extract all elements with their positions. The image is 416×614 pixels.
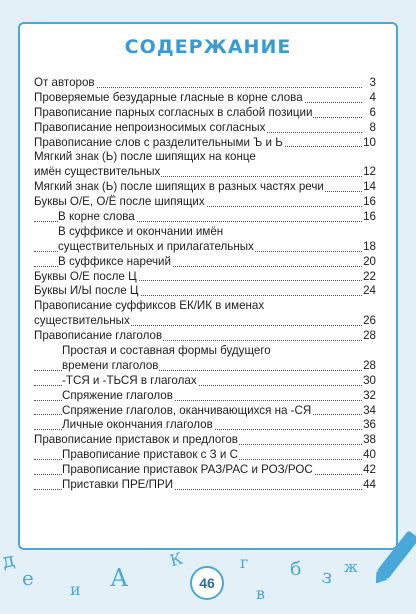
decor-letter: А: [110, 564, 129, 592]
toc-entry: [34, 136, 376, 151]
toc-entry: [34, 448, 376, 463]
toc-entry-text: Правописание приставок и предлогов: [34, 433, 238, 447]
toc-entry: [34, 404, 376, 419]
decor-letter: з: [320, 565, 335, 589]
toc-entry-text: Правописание непроизносимых согласных: [34, 120, 266, 134]
toc-entry: [34, 270, 376, 285]
toc-entry-text: От авторов: [34, 76, 95, 89]
toc-entry: [34, 314, 376, 329]
decor-letter: д: [0, 546, 17, 574]
toc-entry: [34, 210, 376, 225]
toc-entry-page: 26: [363, 314, 376, 328]
toc-entry-text: В суффиксе и окончании имён: [58, 224, 224, 238]
decor-letter: г: [240, 553, 249, 572]
toc-entry-text: Правописание слов с разделительными Ъ и Ь: [34, 135, 283, 149]
toc-entry: [34, 418, 376, 433]
toc-entry: [34, 478, 376, 493]
toc-entry-text: Правописание глаголов: [34, 329, 163, 343]
toc-entry: [34, 359, 376, 374]
toc-entry: [34, 195, 376, 210]
toc-entry: [34, 150, 376, 165]
toc-entry-text: Мягкий знак (Ь) после шипящих в разных частях речи: [34, 180, 324, 194]
decor-letter: б: [290, 558, 302, 580]
toc-entry: [34, 284, 376, 299]
toc-entry-text: Мягкий знак (Ь) после шипящих на конце: [34, 150, 256, 164]
toc-entry: [34, 299, 376, 314]
toc-entry-text: Буквы О/Е после Ц: [34, 269, 137, 283]
toc-entry-page: 32: [363, 388, 376, 402]
toc-entry-page: 44: [363, 478, 376, 492]
toc-entry: [34, 121, 376, 136]
toc-entry: [34, 76, 376, 91]
toc-entry-text: Приставки ПРЕ/ПРИ: [62, 478, 174, 492]
toc-entry-page: 40: [363, 448, 376, 462]
toc-entry-text: Правописание приставок РАЗ/РАС и РОЗ/РОС: [62, 463, 313, 477]
page-title: СОДЕРЖАНИЕ: [124, 36, 292, 58]
toc-entry-page: 42: [363, 463, 376, 477]
toc-entry-text: Правописание суффиксов ЕК/ИК в именах: [34, 299, 265, 313]
toc-entry: [34, 165, 376, 180]
toc-entry-text: Буквы О/Е, О/Ё после шипящих: [34, 195, 205, 209]
toc-entry: [34, 106, 376, 121]
toc-entry-page: 30: [363, 373, 376, 387]
toc-entry: [34, 389, 376, 404]
toc-entry-text: Проверяемые безударные гласные в корне слова: [34, 90, 303, 104]
toc-entry-text: В корне слова: [58, 210, 135, 224]
toc-entry-page: 22: [363, 269, 376, 283]
toc-entry: [34, 91, 376, 106]
toc-entry-page: 14: [363, 180, 376, 194]
toc-entry-text: существительных и прилагательных: [58, 239, 254, 253]
decor-letter: в: [256, 584, 266, 603]
toc-entry-page: 16: [363, 210, 376, 224]
toc-entry-page: 8: [369, 120, 376, 134]
toc-entry-page: 28: [363, 329, 376, 343]
toc-entry-text: Спряжение глаголов, оканчивающихся на -СЯ: [62, 403, 312, 417]
toc-entry-text: Буквы И/Ы после Ц: [34, 284, 139, 298]
decor-letter: е: [22, 566, 34, 590]
toc-entry-text: Спряжение глаголов: [62, 388, 173, 402]
toc-entry: [34, 240, 376, 255]
toc-entry-text: Личные окончания глаголов: [62, 418, 213, 432]
toc-entry-text: имён существительных: [34, 165, 161, 179]
toc-entry-page: 34: [363, 403, 376, 417]
toc-entry-page: 4: [369, 90, 376, 104]
toc-entry-page: 20: [363, 254, 376, 268]
toc-entry: [34, 329, 376, 344]
toc-entry: [34, 374, 376, 389]
toc-entry-page: 18: [363, 239, 376, 253]
toc-entry: [34, 344, 376, 359]
toc-entry-text: В суффиксе наречий: [58, 254, 171, 268]
table-of-contents: [34, 76, 376, 493]
toc-entry-page: 16: [363, 195, 376, 209]
toc-entry-page: 38: [363, 433, 376, 447]
decor-letter: и: [70, 580, 81, 599]
toc-entry-text: Правописание парных согласных в слабой позиции: [34, 105, 313, 119]
decor-letter: ж: [344, 558, 358, 576]
toc-entry: [34, 463, 376, 478]
toc-entry-page: 28: [363, 358, 376, 372]
decor-letter: К: [167, 548, 185, 571]
toc-entry-text: времени глаголов: [62, 358, 159, 372]
toc-entry-page: 10: [363, 135, 376, 149]
toc-entry-text: Правописание приставок с З и С: [62, 448, 238, 462]
toc-entry-page: 6: [369, 105, 376, 119]
toc-entry: [34, 433, 376, 448]
toc-entry: [34, 180, 376, 195]
toc-entry-text: Простая и составная формы будущего: [62, 344, 271, 358]
toc-entry: [34, 225, 376, 240]
toc-entry-page: 36: [363, 418, 376, 432]
page-number: 46: [190, 566, 224, 600]
toc-entry-text: -ТСЯ и -ТЬСЯ в глаголах: [62, 373, 197, 387]
toc-entry-page: 3: [369, 76, 376, 89]
toc-entry: [34, 255, 376, 270]
toc-entry-text: существительных: [34, 314, 130, 328]
toc-entry-page: 24: [363, 284, 376, 298]
toc-entry-page: 12: [363, 165, 376, 179]
